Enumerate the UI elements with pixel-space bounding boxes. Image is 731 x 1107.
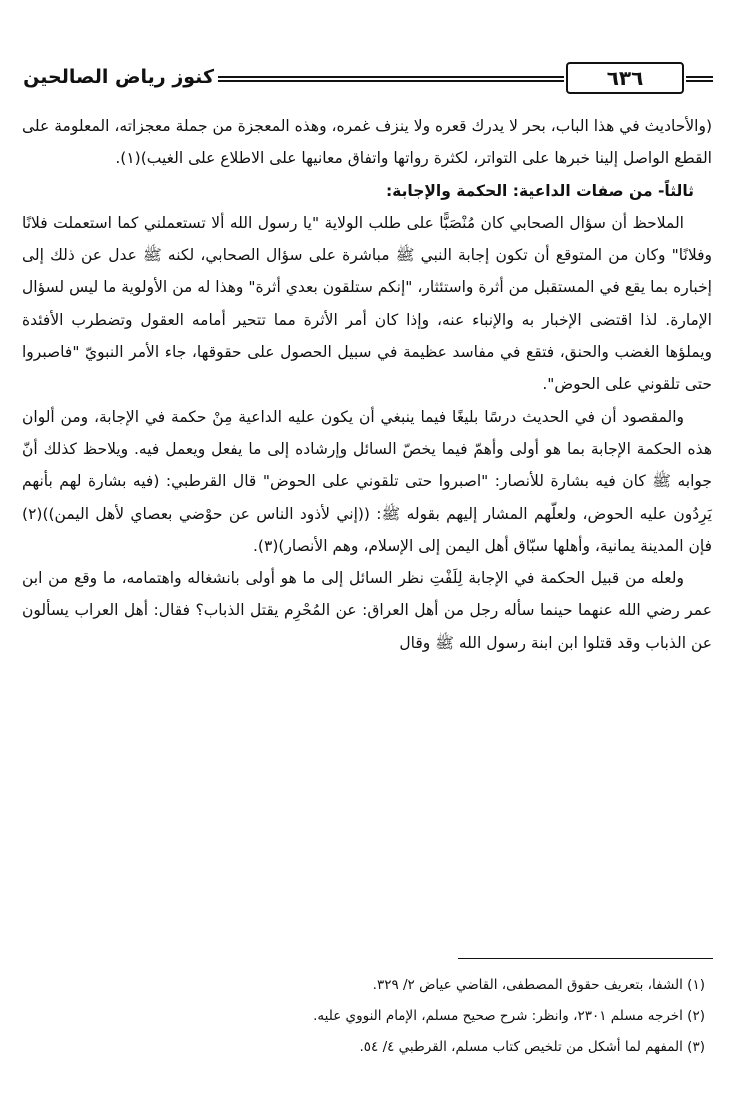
running-title: كنوز رياض الصالحين: [23, 66, 214, 88]
footnote-separator: [458, 958, 713, 959]
page-number: ٦٣٦: [566, 62, 684, 94]
footnote-3: (٣) المفهم لما أشكل من تلخيص كتاب مسلم، القرطبي ٤/ ٥٤.: [359, 1039, 705, 1055]
main-text: [22, 110, 712, 659]
footnotes: [140, 970, 705, 1063]
footnote-2: (٢) اخرجه مسلم ٢٣٠١، وانظر: شرح صحيح مسلم، الإمام النووي عليه.: [313, 1008, 705, 1024]
header-rule-right: [686, 76, 713, 82]
paragraph-3: والمقصود أن في الحديث درسًا بليغًا فيما ينبغي أن يكون عليه الداعية مِنْ حكمة في الإجابة، ومن ألوان هذه الحكمة الإجابة بما هو أولى وأهمّ فيما يخصّ السائل وإرشاده إلى ما يفعل ويعمل فيه. ويلاحظ كذلك أنّ جوابه ﷺ كان فيه بشارة للأنصار: "اصبروا حتى تلقوني على الحوض" قال القرطبي: (فيه بشارة لهم بأنهم يَرِدُون عليه الحوض، ولعلّهم المشار إليهم بقوله ﷺ: ((إني لأذود الناس عن حوْضي بعصاي لأهل اليمن))(٢) فإن المدينة يمانية، وأهلها سبّاق أهل اليمن إلى الإسلام، وهم الأنصار)(٣).: [22, 407, 712, 555]
paragraph-1: (والأحاديث في هذا الباب، بحر لا يدرك قعره ولا ينزف غمره، وهذه المعجزة من جملة معجزاته، المعلومة على القطع الواصل إلينا خبرها على التواتر، لكثرة رواتها واتفاق معانيها على الاطلاع على الغيب)(١).: [22, 117, 712, 168]
footnote-1: (١) الشفا، بتعريف حقوق المصطفى، القاضي عياض ٢/ ٣٢٩.: [372, 977, 705, 993]
paragraph-2: الملاحظ أن سؤال الصحابي كان مُنْصَبًّا على طلب الولاية "يا رسول الله ألا تستعملني كما استعملت فلانًا وفلانًا" وكان من المتوقع أن تكون إجابة النبي ﷺ مباشرة على سؤال الصحابي، لكنه ﷺ عدل عن ذلك إلى إخباره بما يقع في المستقبل من أثرة واستئثار، "إنكم ستلقون بعدي أثرة" وهذا له من الأولوية ما ليس لسؤال الإمارة. لذا اقتضى الإخبار به والإنباء عنه، وإذا كان أمر الأثرة مما تتحير أمامه العقول وتضطرب الأفئدة ويملؤها الغضب والحنق، فتقع في مفاسد عظيمة في سبيل الحصول على حقوقها، جاء الأمر النبويّ "فاصبروا حتى تلقوني على الحوض".: [22, 213, 712, 394]
paragraph-4: ولعله من قبيل الحكمة في الإجابة لِلَفْتِ نظر السائل إلى ما هو أولى بانشغاله واهتمامه، ما وقع من ابن عمر رضي الله عنهما حينما سأله رجل من أهل العراق: عن المُحْرِم يقتل الذباب؟ فقال: أهل العراب يسألون عن الذباب وقد قتلوا ابن ابنة رسول الله ﷺ وقال: [22, 569, 712, 652]
section-heading: ثالثاً- من صفات الداعية: الحكمة والإجابة:: [385, 181, 694, 200]
header-rule-left: [218, 76, 564, 82]
page-header: [18, 62, 713, 102]
